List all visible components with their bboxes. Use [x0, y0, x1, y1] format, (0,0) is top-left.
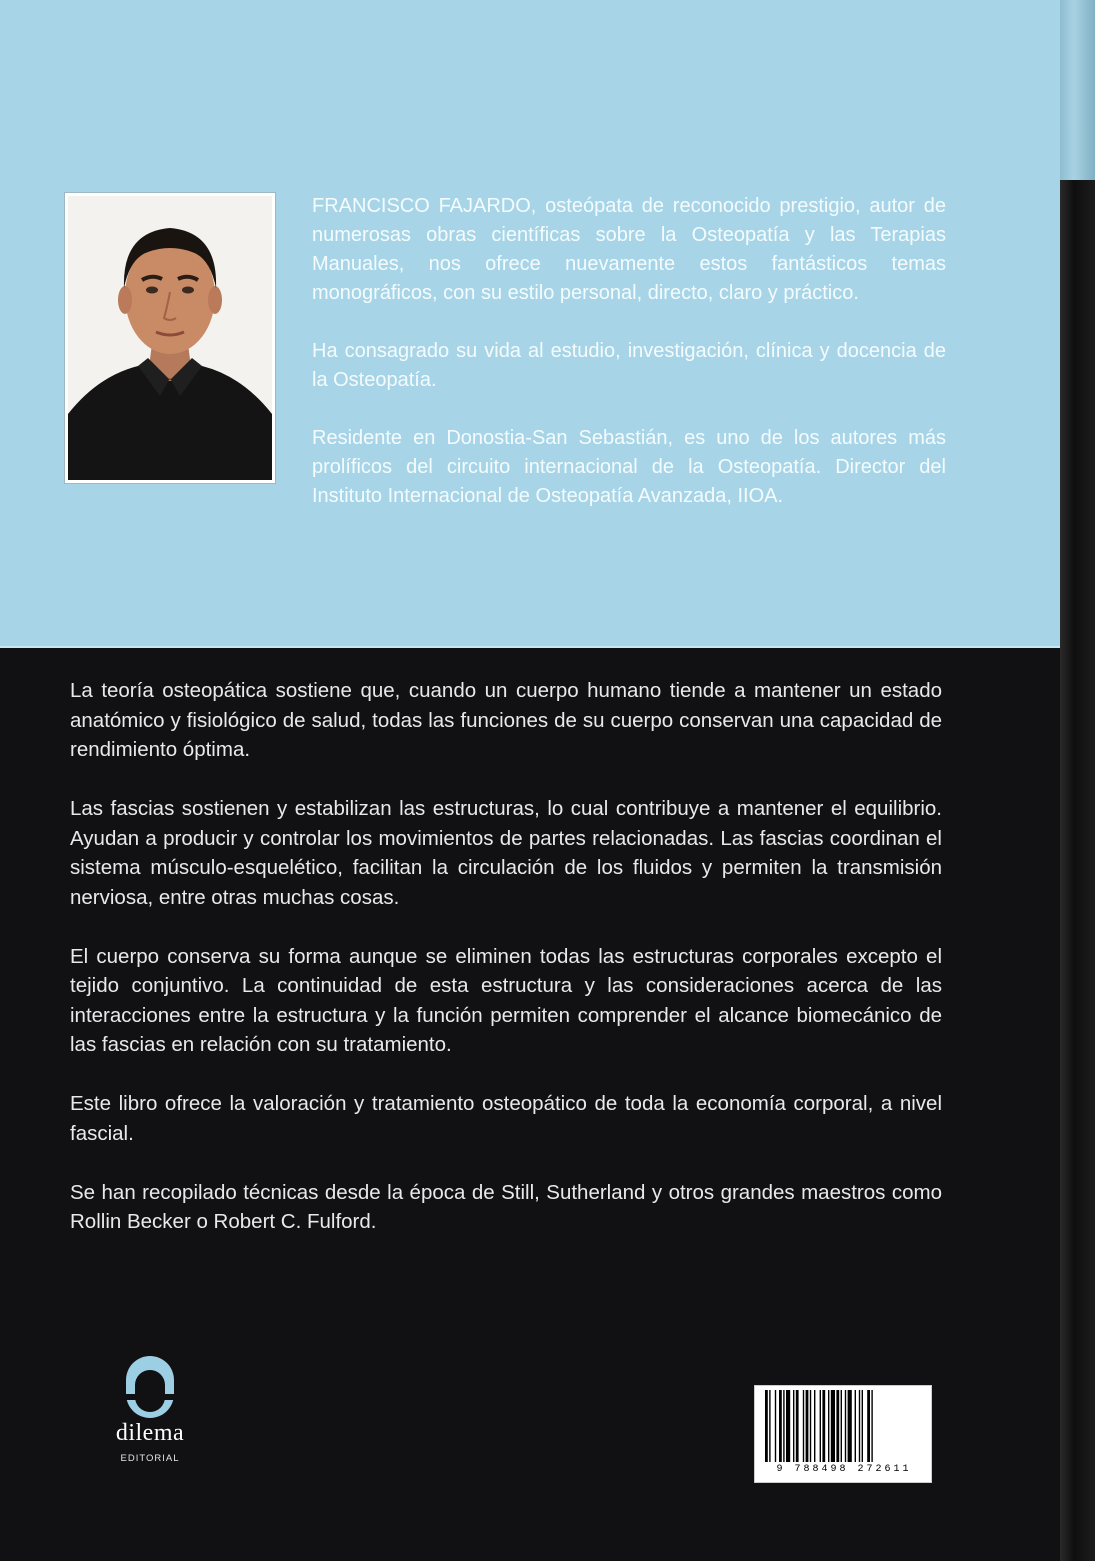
barcode-bar [831, 1390, 835, 1462]
barcode-bar [796, 1390, 799, 1462]
bio-paragraph: Residente en Donostia-San Sebastián, es uno de los autores más prolíficos del circuito internacional de la Osteopatía. Director del Instituto Internacional de Osteopatía Avanzada, IIOA. [312, 427, 946, 507]
barcode-bar [871, 1390, 872, 1462]
barcode-bar [783, 1390, 784, 1462]
barcode-bar [828, 1390, 829, 1462]
author-section [0, 0, 1078, 648]
author-photo [64, 192, 276, 484]
barcode-bar [841, 1390, 842, 1462]
description-paragraph: Las fascias sostienen y estabilizan las estructuras, lo cual contribuye a mantener el equilibrio. Ayudan a producir y controlar los movimientos de partes relacionadas. Las fascias coordinan el sistema músculo-esquelético, facilitan la circulación de los fluidos y permiten la transmisión nerviosa, entre otras muchas cosas. [70, 797, 942, 909]
barcode-bar [775, 1390, 776, 1462]
book-spine-top [1060, 0, 1095, 180]
book-description [70, 676, 942, 1266]
barcode-bars [759, 1390, 929, 1464]
barcode-bar [814, 1390, 815, 1462]
barcode-bar [848, 1390, 852, 1462]
publisher-name: dilema [115, 1420, 185, 1446]
barcode-bar [820, 1390, 821, 1462]
barcode-bar [855, 1390, 856, 1462]
portrait-illustration [68, 196, 272, 480]
publisher-subtitle: EDITORIAL [120, 1453, 180, 1464]
barcode-bar [822, 1390, 825, 1462]
barcode-bar [769, 1390, 770, 1462]
barcode-bar [793, 1390, 794, 1462]
bio-paragraph: FRANCISCO FAJARDO, osteópata de reconocido prestigio, autor de numerosas obras científicas sobre la Osteopatía y las Terapias Manuales, nos ofrece nuevamente estos fantásticos temas monográficos, con su estilo personal, directo, claro y práctico. [312, 195, 946, 304]
description-paragraph: Este libro ofrece la valoración y tratamiento osteopático de toda la economía corporal, a nivel fascial. [70, 1092, 942, 1145]
author-portrait-image [68, 196, 272, 480]
barcode-bar [765, 1390, 768, 1462]
barcode-bar [862, 1390, 863, 1462]
barcode-bar [845, 1390, 846, 1462]
barcode-bar [867, 1390, 870, 1462]
barcode-bar [803, 1390, 804, 1462]
barcode-number: 9 788498 272611 [776, 1464, 912, 1475]
author-bio [312, 192, 946, 540]
publisher-logo [100, 1354, 200, 1474]
barcode-bar [806, 1390, 809, 1462]
book-spine [1060, 0, 1095, 1561]
description-paragraph: El cuerpo conserva su forma aunque se eliminen todas las estructuras corporales excepto el tejido conjuntivo. La continuidad de esta estructura y las consideraciones acerca de las interacciones entre la estructura y la función permiten comprender el alcance biomecánico de las fascias en relación con su tratamiento. [70, 944, 942, 1056]
isbn-barcode [754, 1385, 932, 1483]
barcode-bar [810, 1390, 811, 1462]
description-paragraph: Se han recopilado técnicas desde la época de Still, Sutherland y otros grandes maestros como Rollin Becker o Robert C. Fulford. [70, 1180, 942, 1233]
description-paragraph: La teoría osteopática sostiene que, cuando un cuerpo humano tiende a mantener un estado anatómico y fisiológico de salud, todas las funciones de su cuerpo conservan una capacidad de rendimiento óptima. [70, 679, 942, 761]
barcode-bar [859, 1390, 860, 1462]
publisher-emblem-icon [100, 1354, 200, 1420]
barcode-bar [779, 1390, 782, 1462]
bio-paragraph: Ha consagrado su vida al estudio, investigación, clínica y docencia de la Osteopatía. [312, 340, 946, 391]
barcode-bar [786, 1390, 790, 1462]
barcode-bar [836, 1390, 839, 1462]
